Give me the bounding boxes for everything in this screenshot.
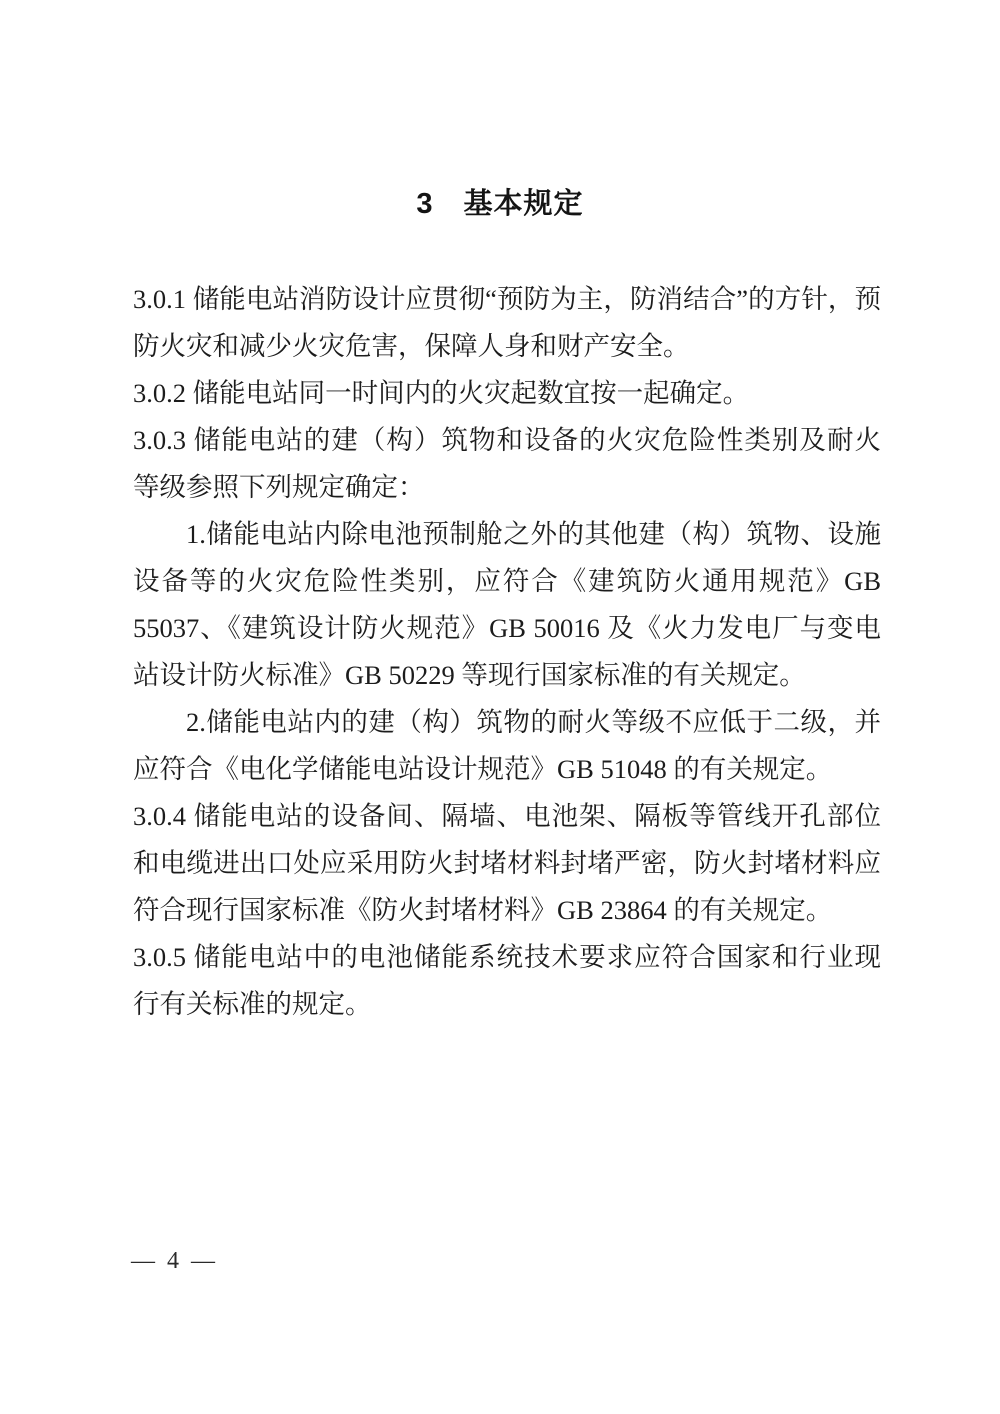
clause-3-0-5: 3.0.5 储能电站中的电池储能系统技术要求应符合国家和行业现行有关标准的规定。 [133, 942, 881, 1019]
clause-3-0-3-item-1: 1.储能电站内除电池预制舱之外的其他建（构）筑物、设施设备等的火灾危险性类别，应符合《建筑防火通用规范》GB 55037、《建筑设计防火规范》GB 50016 及《火力发电厂与变电站设计防火标准》GB 50229 等现行国家标准的有关规定。 [133, 519, 881, 690]
clause-3-0-2: 3.0.2 储能电站同一时间内的火灾起数宜按一起确定。 [133, 378, 750, 408]
clause-3-0-3: 3.0.3 储能电站的建（构）筑物和设备的火灾危险性类别及耐火等级参照下列规定确定： [133, 425, 881, 502]
clause-3-0-1: 3.0.1 储能电站消防设计应贯彻“预防为主，防消结合”的方针，预防火灾和减少火灾危害，保障人身和财产安全。 [133, 284, 881, 361]
clause-3-0-3-item-2: 2.储能电站内的建（构）筑物的耐火等级不应低于二级，并应符合《电化学储能电站设计规范》GB 51048 的有关规定。 [133, 707, 881, 784]
clause-3-0-4: 3.0.4 储能电站的设备间、隔墙、电池架、隔板等管线开孔部位和电缆进出口处应采用防火封堵材料封堵严密，防火封堵材料应符合现行国家标准《防火封堵材料》GB 23864 的有关规定。 [133, 801, 881, 925]
document-body [133, 276, 881, 1028]
page-title: 3 基本规定 [416, 188, 584, 220]
page-number: — 4 — [131, 1248, 218, 1274]
